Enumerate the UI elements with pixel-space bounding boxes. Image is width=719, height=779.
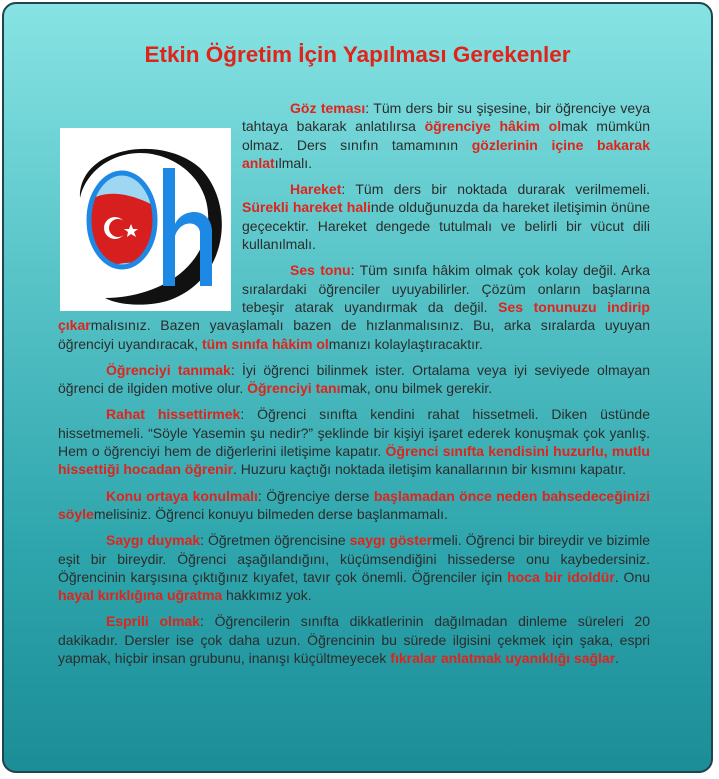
emphasis-text: hoca bir idoldür (507, 568, 615, 585)
emphasis-text: Öğrenci sınıfta kendisini huzurlu, mutlu hissettiği hocadan öğrenir (58, 443, 650, 478)
body-text: : Öğrenciye derse (257, 487, 374, 504)
emphasis-text: fıkralar anlatmak uyanıklığı sağlar (390, 650, 616, 667)
body-text: malısınız. Bazen yavaşlamalı bazen de hızlanmalısınız. Bu, arka sıralarda uyuyan öğrenciyi uyandıracak, (58, 317, 650, 352)
body-text: . Huzuru kaçtığı noktada iletişim kanallarının bir kısmını kapatır. (233, 461, 626, 478)
emphasis-text: tüm sınıfa hâkim ol (201, 335, 329, 352)
emphasis-text: hayal kırıklığına uğratma (58, 587, 223, 604)
emphasis-text: Esprili olmak (106, 613, 200, 630)
emphasis-text: Hareket (290, 181, 342, 198)
body-text: manızı kolaylaştıracaktır. (328, 335, 483, 352)
emphasis-text: Ses tonunuzu indirip çıkar (58, 298, 650, 334)
paragraph (58, 487, 650, 524)
body-text: . Onu (614, 568, 651, 585)
emphasis-text: başlamadan önce neden bahsedeceğinizi söyle (58, 487, 650, 522)
body-text: : Öğrenci sınıfta kendini rahat hissetmeli. Diken üstünde hissetmemeli. “Söyle Yasemin şu nedir?” şeklinde bir kişiyi işaret ederek konuşmak çok yanlış. Hem o öğrenciyi hem de diğerlerini iletişime kapatır. (58, 406, 650, 460)
body-text: meli. Öğrenci bir bireydir ve bizimle eşit bir bireydir. Öğrenci aşağılandığını, küçümsendiğini hissederse onu kaybedersiniz. Öğrencinin karşısına çıktığınız kıyafet, tavır çok önemli. Öğrenciler için (58, 532, 651, 585)
emphasis-text: Saygı duymak (106, 532, 201, 549)
logo-space (58, 99, 242, 314)
emphasis-text: Ses tonu (290, 262, 351, 279)
paragraph (58, 405, 650, 478)
emphasis-text: Rahat hissettirmek (106, 406, 241, 423)
body-text: ılmalı. (274, 154, 313, 171)
body-text: : Öğrencilerin sınıfta dikkatlerinin dağılmadan dinleme süreleri 20 dakikadır. Dersler ise çok daha uzun. Öğrencinin bu sürede ilgisini çekmek için şaka, espri yapmak, hiçbir insan grubunu, inanışı küçültmeyecek (58, 613, 650, 667)
paragraph (58, 361, 650, 398)
content-card (2, 2, 713, 773)
body-text: hakkımız yok. (222, 587, 312, 604)
body-text: mak, onu bilmek gerekir. (340, 380, 493, 397)
paragraph (58, 612, 650, 667)
body-text: : Tüm ders bir su şişesine, bir öğrenciye veya tahtaya bakarak anlatılırsa (242, 100, 650, 135)
emphasis-text: Öğrenciyi tanımak (106, 361, 231, 378)
emphasis-text: Göz teması (290, 100, 366, 116)
article-body (58, 99, 650, 675)
emphasis-text: Konu ortaya konulmalı (106, 487, 258, 504)
body-text: : Tüm sınıfa hâkim olmak çok kolay değil. Arka sıralardaki öğrenciler uyuyabilirler. Çözüm onların başlarına tebeşir atarak uyandırmak da değil. (242, 262, 650, 315)
emphasis-text: Öğrenciyi tanı (247, 380, 341, 397)
emphasis-text: öğrenciye hâkim ol (424, 118, 562, 135)
emphasis-text: gözlerinin içine bakarak anlat (242, 136, 650, 171)
paragraph (58, 531, 650, 604)
body-text: : Öğretmen öğrencisine (200, 532, 350, 549)
body-text: melisiniz. Öğrenci konuyu bilmeden derse başlanmamalı. (93, 505, 448, 522)
body-text: : İyi öğrenci bilinmek ister. Ortalama veya iyi seviyede olmayan öğrenci de ilgiden motive olur. (58, 361, 650, 397)
body-text: . (615, 650, 620, 667)
body-text: mak mümkün olmaz. Ders sınıfın tamamının (242, 118, 650, 153)
body-text: : Tüm ders bir noktada durarak verilmemeli. (341, 181, 650, 198)
body-text: nde olduğunuzda da hareket iletişimin önüne geçecektir. Hareket dengede tutulmalı ve belirli bir vücut dili kullanılmalı. (242, 199, 650, 253)
page-title: Etkin Öğretim İçin Yapılması Gerekenler (144, 42, 571, 67)
emphasis-text: saygı göster (349, 532, 433, 549)
emphasis-text: Sürekli hareket hali (242, 199, 371, 216)
